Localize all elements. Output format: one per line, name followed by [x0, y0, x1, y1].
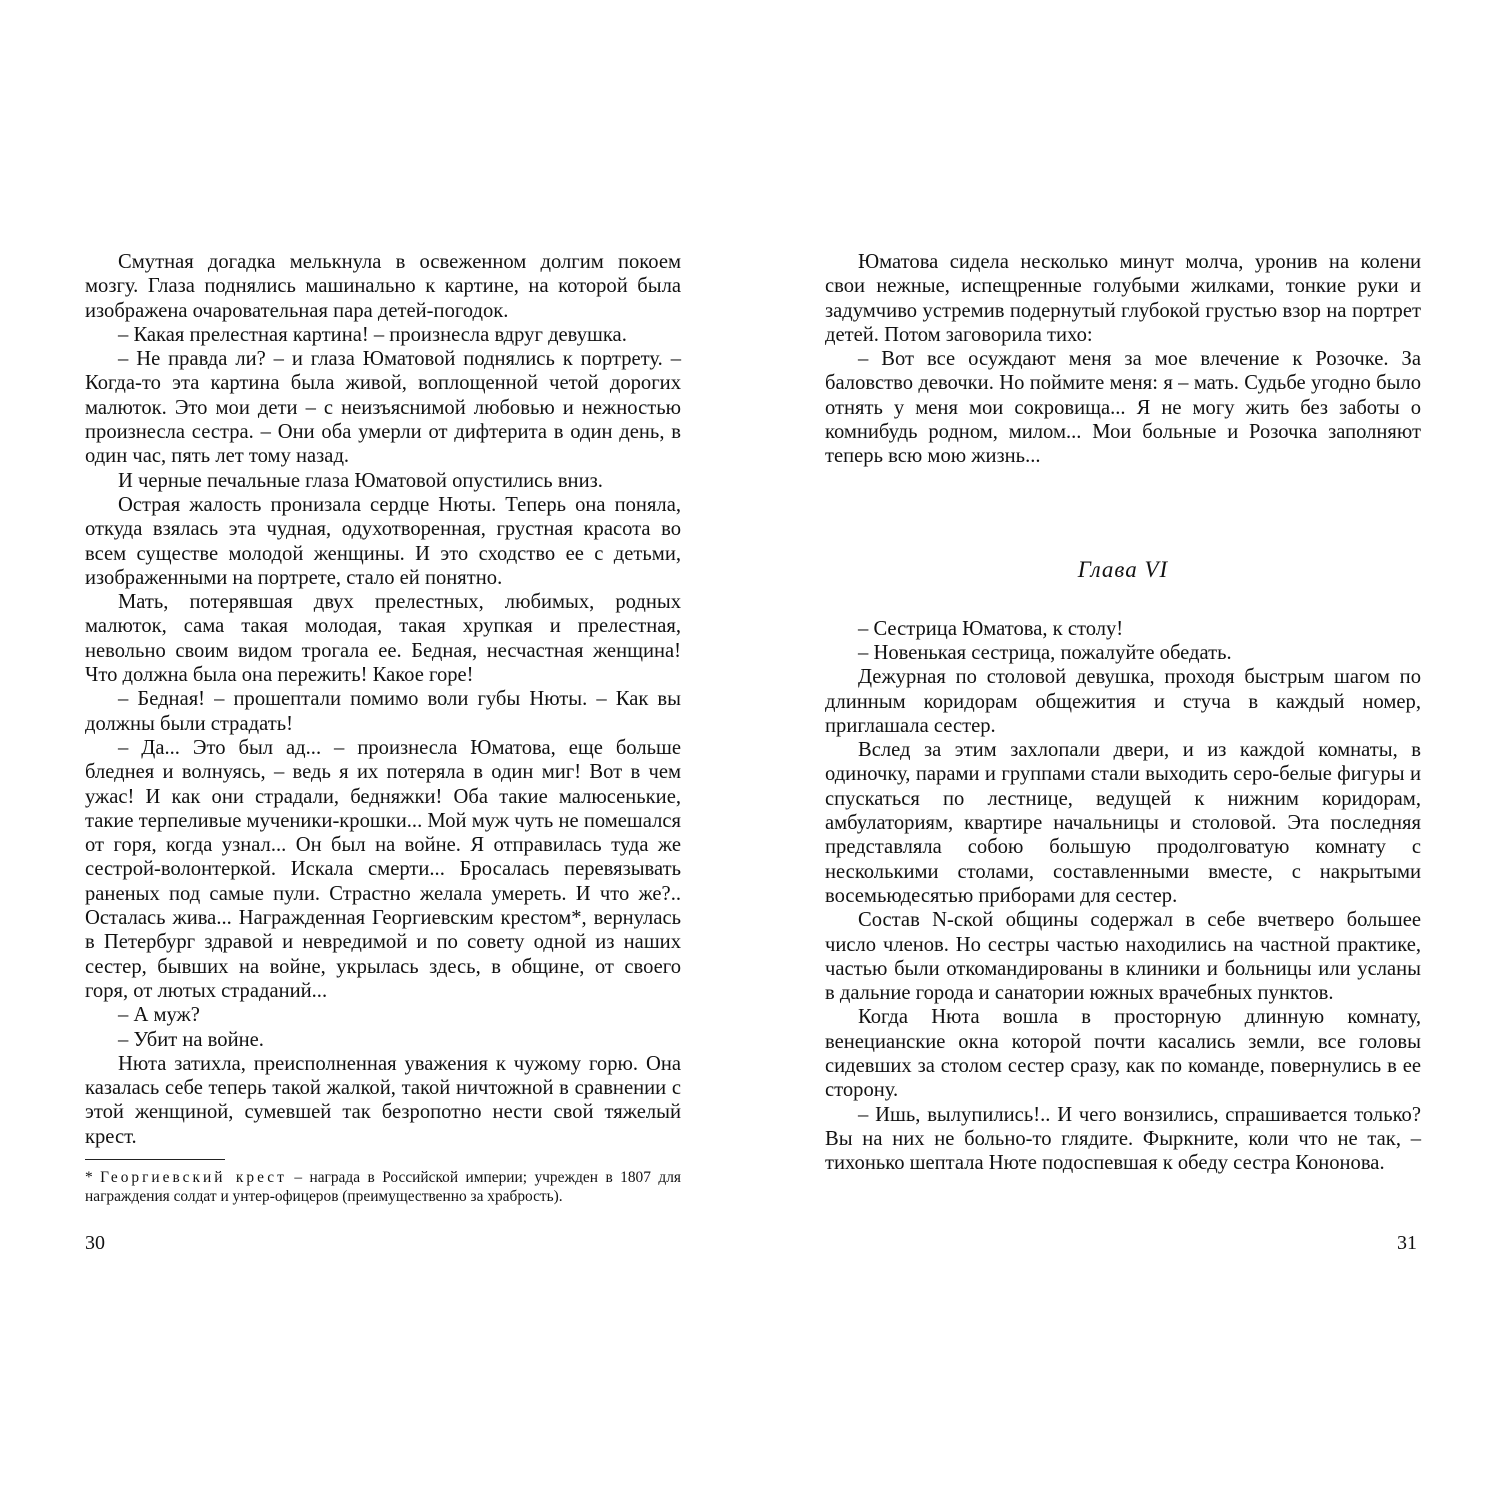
- paragraph: – Не правда ли? – и глаза Юматовой поднялись к портрету. – Когда-то эта картина была живой, воплощенной четой дорогих малюток. Это мои дети – с неизъяснимой любовью и нежностью произнесла сестра. – Они оба умерли от дифтерита в один день, в один час, пять лет тому назад.: [85, 348, 681, 468]
- left-page: [85, 250, 681, 1206]
- paragraph: – А муж?: [118, 1004, 200, 1027]
- paragraph: Мать, потерявшая двух прелестных, любимых, родных малюток, сама такая молодая, такая хрупкая и прелестная, невольно своим видом трогала ее. Бедная, несчастная женщина! Что должна была она пережить! Какое горе!: [85, 591, 681, 687]
- page-number-left: 30: [85, 1232, 105, 1254]
- paragraph: – Сестрица Юматова, к столу!: [858, 617, 1124, 640]
- paragraph: – Новенькая сестрица, пожалуйте обедать.: [858, 641, 1232, 664]
- right-page-text-chapter: [825, 617, 1421, 1176]
- paragraph: Когда Нюта вошла в просторную длинную комнату, венецианские окна которой почти касались земли, все головы сидевших за столом сестер сразу, как по команде, повернулись в ее сторону.: [825, 1006, 1421, 1102]
- right-page-text-top: [825, 250, 1421, 469]
- paragraph: – Бедная! – прошептали помимо воли губы Нюты. – Как вы должны были страдать!: [85, 688, 681, 735]
- paragraph: Юматова сидела несколько минут молча, уронив на колени свои нежные, испещренные голубыми жилками, тонкие руки и задумчиво устремив подернутый глубокой грустью взор на портрет детей. Потом заговорила тихо:: [825, 251, 1421, 346]
- paragraph: Смутная догадка мелькнула в освеженном долгим покоем мозгу. Глаза поднялись машинально к картине, на которой была изображена очаровательная пара детей-погодок.: [85, 251, 681, 322]
- paragraph: Вслед за этим захлопали двери, и из каждой комнаты, в одиночку, парами и группами стали выходить серо-белые фигуры и спускаться по лестнице, ведущей к нижним коридорам, амбулаториям, квартире начальницы и столовой. Эта последняя представляла собою большую продолговатую комнату с несколькими столами, составленными вместе, с накрытыми восемьюдесятью приборами для сестер.: [825, 739, 1421, 907]
- footnote-term: Георгиевский крест: [100, 1168, 287, 1186]
- paragraph: – Вот все осуждают меня за мое влечение к Розочке. За баловство девочки. Но поймите меня: я – мать. Судьбе угодно было отнять у меня мои сокровища... Я не могу жить без заботы о комнибудь родном, милом... Мои больные и Розочка заполняют теперь всю мою жизнь...: [825, 348, 1421, 468]
- chapter-title: Глава VI: [1077, 556, 1169, 582]
- right-page: [825, 250, 1421, 1176]
- page-number-right: 31: [1397, 1232, 1417, 1254]
- paragraph: Нюта затихла, преисполненная уважения к чужому горю. Она казалась себе теперь такой жалкой, такой ничтожной в сравнении с этой женщиной, сумевшей так безропотно нести свой тяжелый крест.: [85, 1052, 681, 1148]
- paragraph: – Какая прелестная картина! – произнесла вдруг девушка.: [118, 323, 627, 346]
- footnote-text: – награда в Российской империи; учрежден в 1807 для награждения солдат и унтер-офицеров (преимущественно за храбрость).: [85, 1168, 681, 1205]
- footnote-divider: [85, 1159, 225, 1160]
- paragraph: И черные печальные глаза Юматовой опустились вниз.: [118, 469, 603, 492]
- paragraph: – Ишь, вылупились!.. И чего вонзились, спрашивается только? Вы на них не больно-то глядите. Фыркните, коли что не так, – тихонько шептала Нюте подоспевшая к обеду сестра Кононова.: [825, 1103, 1421, 1175]
- footnote-marker: *: [85, 1168, 101, 1186]
- paragraph: Состав N-ской общины содержал в себе вчетверо большее число членов. Но сестры частью находились на частной практике, частью были откомандированы в клиники и больницы или усланы в дальние города и санатории южных врачебных пунктов.: [825, 909, 1421, 1005]
- paragraph: Дежурная по столовой девушка, проходя быстрым шагом по длинным коридорам общежития и стуча в каждый номер, приглашала сестер.: [825, 666, 1421, 737]
- paragraph: – Убит на войне.: [118, 1028, 264, 1051]
- footnote: [85, 1168, 681, 1206]
- left-page-text: [85, 250, 681, 1149]
- paragraph: Острая жалость пронизала сердце Нюты. Теперь она поняла, откуда взялась эта чудная, одухотворенная, грустная красота во всем существе молодой женщины. И это сходство ее с детьми, изображенными на портрете, стало ей понятно.: [85, 493, 681, 589]
- paragraph: – Да... Это был ад... – произнесла Юматова, еще больше бледнея и волнуясь, – ведь я их потеряла в один миг! Вот в чем ужас! И как они страдали, бедняжки! Оба такие малюсенькие, такие терпеливые мученики-крошки... Мой муж чуть не помешался от горя, когда узнал... Он был на войне. Я отправилась туда же сестрой-волонтеркой. Искала смерти... Бросалась перевязывать раненых под самые пули. Страстно желала умереть. И что же?.. Осталась жива... Награжденная Георгиевским крестом*, вернулась в Петербург здравой и невредимой и по совету одной из наших сестер, бывших на войне, укрылась здесь, в общине, от своего горя, от лютых страданий...: [85, 736, 681, 1002]
